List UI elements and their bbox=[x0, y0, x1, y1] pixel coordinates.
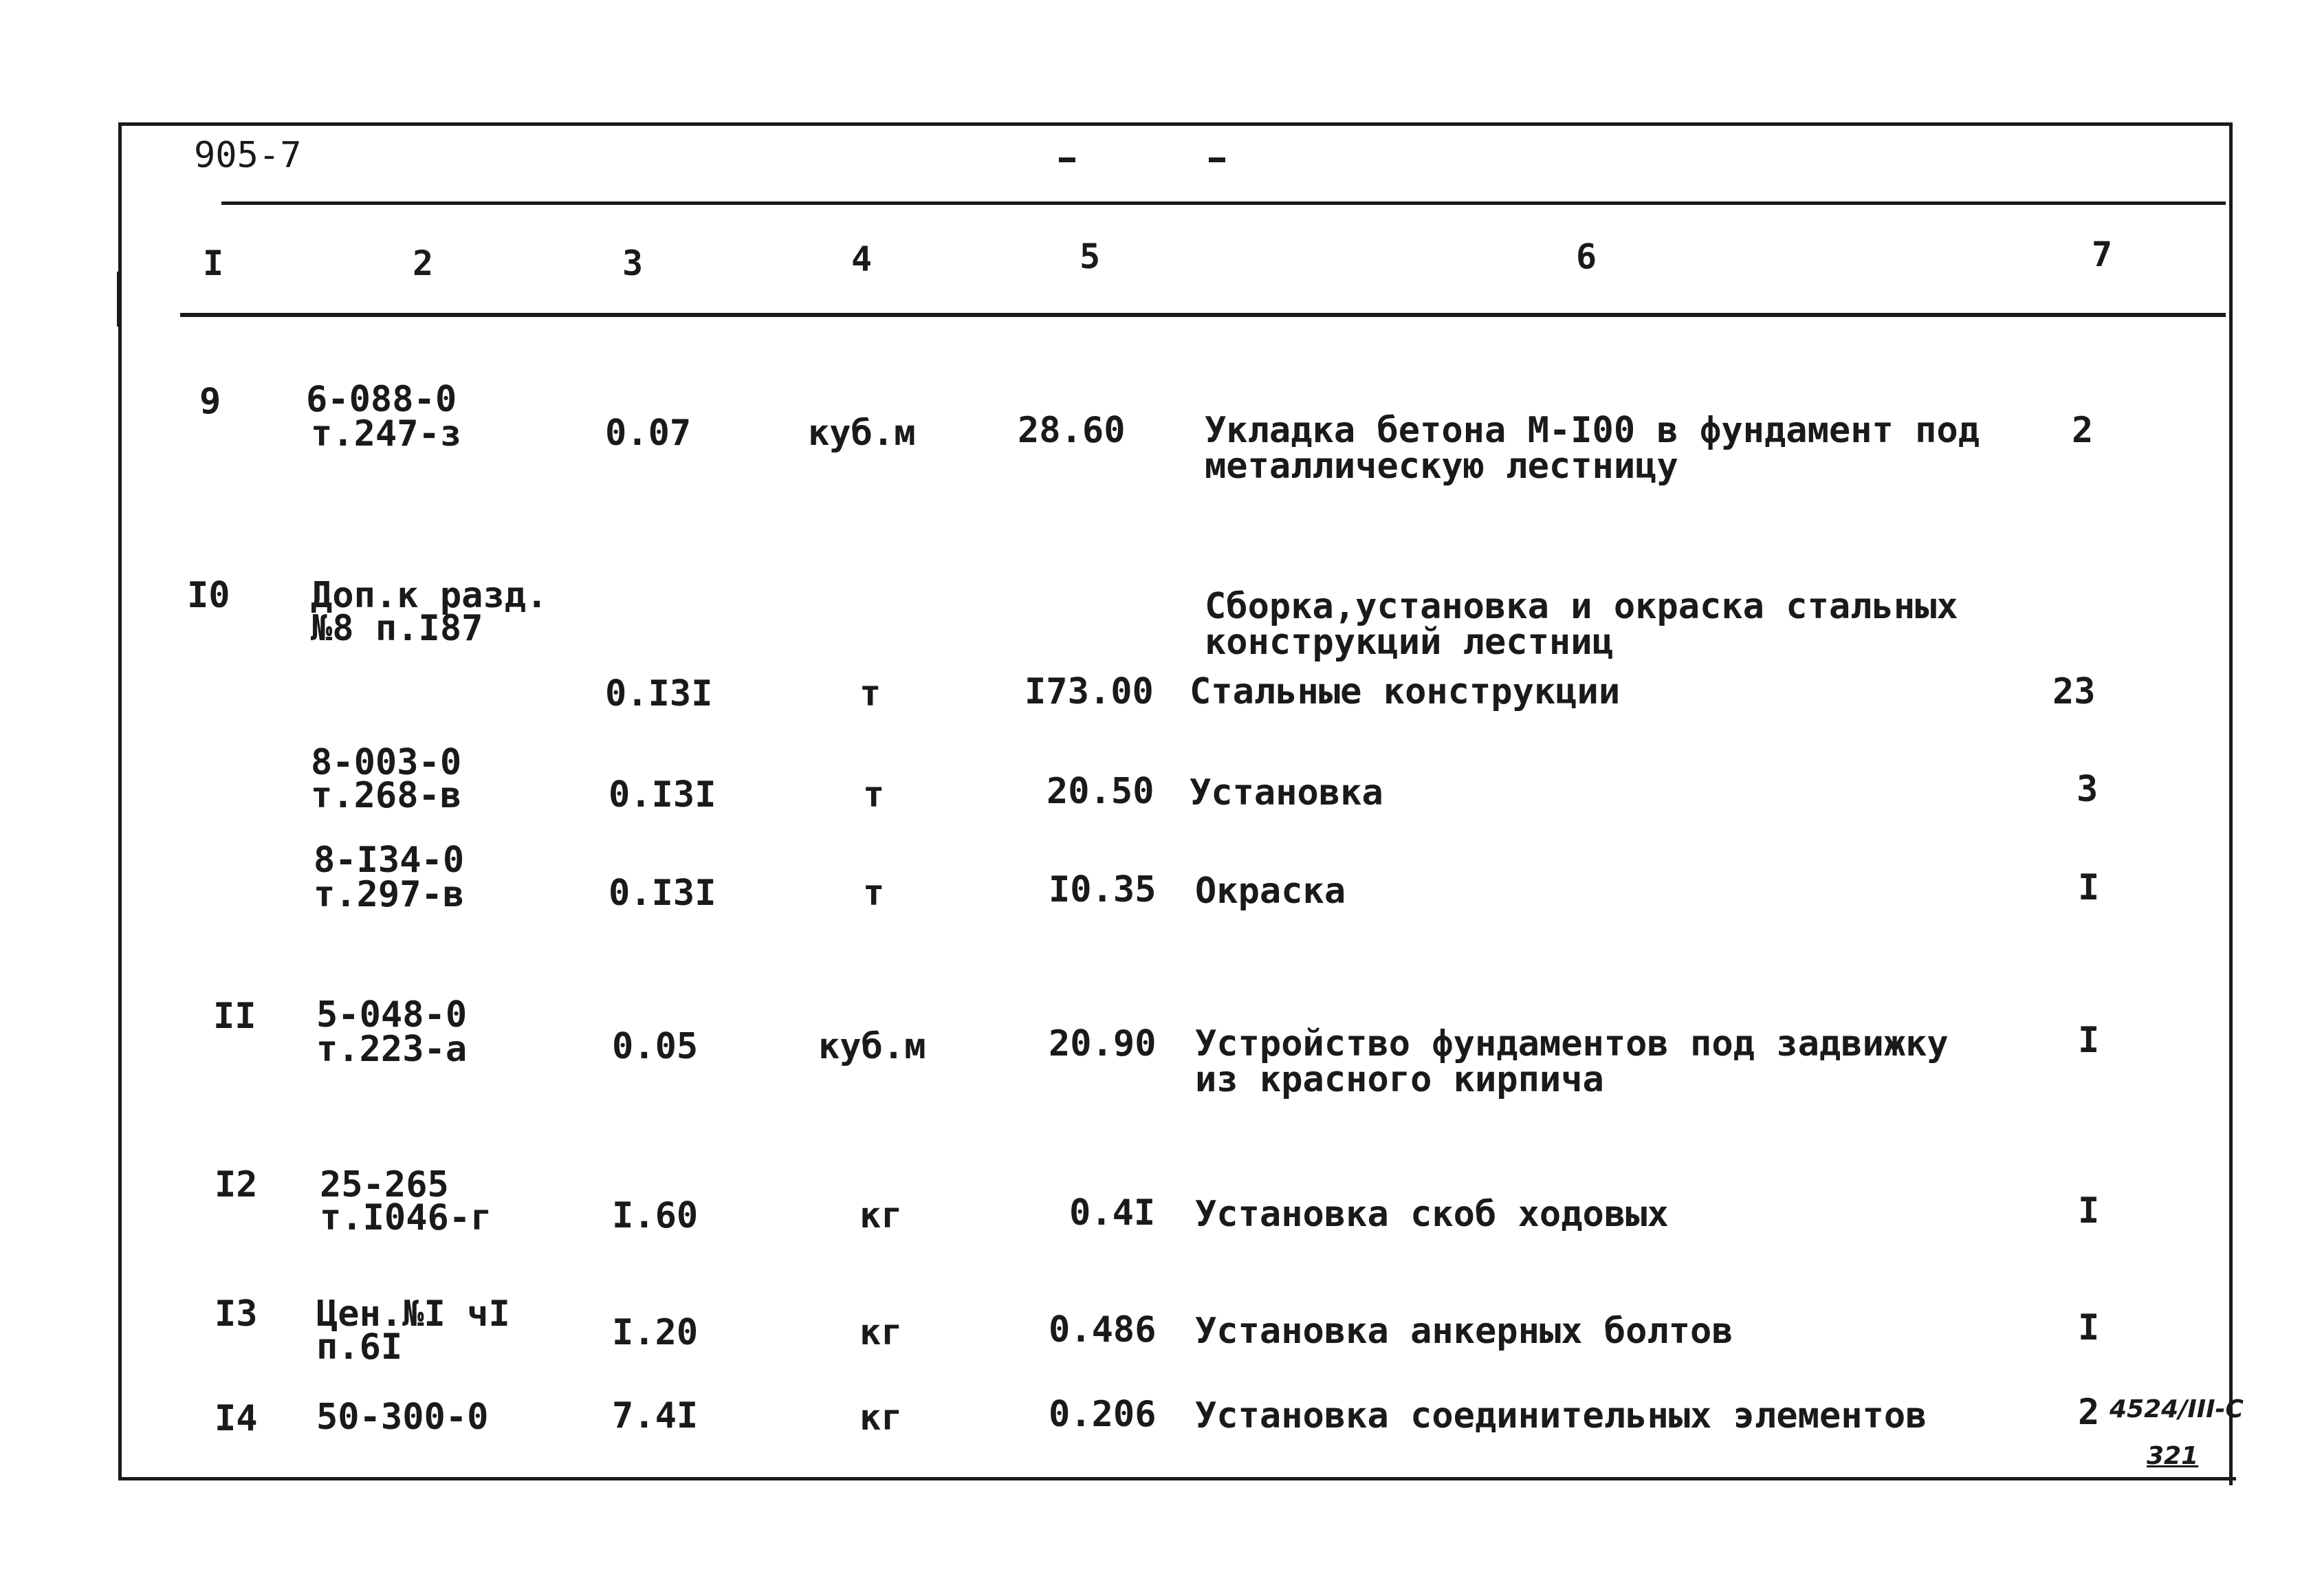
quantity: 0.07 bbox=[605, 413, 692, 454]
unit-price: I73.00 bbox=[1025, 671, 1154, 712]
item-number: I4 bbox=[215, 1398, 258, 1439]
column-header: I bbox=[203, 243, 224, 283]
rate-reference: 25-265 bbox=[320, 1164, 449, 1205]
unit-price: 0.486 bbox=[1049, 1309, 1157, 1351]
unit: т bbox=[863, 774, 885, 816]
rate-reference: т.268-в bbox=[311, 775, 462, 816]
unit: кг bbox=[859, 1312, 903, 1353]
total: I bbox=[2078, 867, 2100, 908]
unit-price: I0.35 bbox=[1049, 869, 1157, 910]
total: 2 bbox=[2078, 1392, 2100, 1433]
left-border bbox=[118, 124, 122, 1478]
total: 2 bbox=[2072, 410, 2094, 451]
description: металлическую лестницу bbox=[1205, 446, 1678, 487]
item-number: I3 bbox=[215, 1293, 258, 1335]
description: из красного кирпича bbox=[1195, 1059, 1604, 1100]
bottom-border bbox=[118, 1477, 2236, 1480]
left-margin-mark bbox=[117, 272, 120, 327]
unit: куб.м bbox=[818, 1026, 926, 1067]
description: Окраска bbox=[1195, 871, 1346, 912]
description: конструкций лестниц bbox=[1205, 622, 1614, 663]
rate-reference: п.6I bbox=[316, 1326, 403, 1368]
top-border bbox=[118, 122, 2233, 126]
quantity: 0.I3I bbox=[609, 774, 716, 816]
unit-price: 0.206 bbox=[1049, 1394, 1157, 1435]
unit: т bbox=[863, 873, 885, 914]
item-number: II bbox=[213, 996, 256, 1037]
column-header: 6 bbox=[1576, 237, 1597, 276]
rate-reference: т.247-з bbox=[311, 413, 462, 455]
quantity: 0.05 bbox=[612, 1026, 699, 1067]
unit: т bbox=[859, 673, 881, 714]
unit-price: 20.90 bbox=[1049, 1023, 1157, 1064]
item-number: 9 bbox=[199, 381, 221, 422]
rate-reference: 8-003-0 bbox=[311, 742, 462, 783]
total: I bbox=[2078, 1020, 2100, 1061]
rate-reference: №8 п.I87 bbox=[311, 608, 483, 649]
rate-reference: т.I046-г bbox=[320, 1197, 492, 1238]
item-number: I2 bbox=[215, 1164, 258, 1205]
quantity: 0.I3I bbox=[609, 873, 716, 914]
unit: куб.м bbox=[808, 413, 916, 454]
column-header: 2 bbox=[413, 243, 434, 283]
right-border bbox=[2229, 124, 2233, 1485]
total: 3 bbox=[2077, 769, 2099, 810]
rate-reference: т.223-а bbox=[316, 1029, 468, 1070]
total: 23 bbox=[2052, 671, 2096, 712]
quantity: 0.I3I bbox=[605, 673, 713, 714]
unit: кг bbox=[859, 1397, 903, 1439]
description: Установка анкерных болтов bbox=[1195, 1311, 1733, 1352]
description: Стальные конструкции bbox=[1190, 671, 1621, 712]
rate-reference: Доп.к разд. bbox=[311, 575, 548, 616]
unit-price: 0.4I bbox=[1069, 1192, 1156, 1234]
quantity: 7.4I bbox=[612, 1395, 699, 1436]
unit-price: 20.50 bbox=[1047, 771, 1154, 812]
rate-reference: 6-088-0 bbox=[306, 379, 457, 420]
description: Установка соединительных элементов bbox=[1195, 1395, 1927, 1436]
description: Установка bbox=[1190, 772, 1383, 813]
column-header: 3 bbox=[622, 243, 644, 283]
header-mark-2 bbox=[1209, 157, 1225, 162]
rate-reference: т.297-в bbox=[314, 874, 465, 915]
description: Укладка бетона М-I00 в фундамент под bbox=[1205, 410, 1980, 451]
header-top-rule bbox=[221, 201, 2226, 205]
description: Устройство фундаментов под задвижку bbox=[1195, 1023, 1949, 1064]
rate-reference: 8-I34-0 bbox=[314, 840, 465, 881]
item-number: I0 bbox=[187, 575, 230, 616]
header-mark-1 bbox=[1059, 157, 1075, 162]
total: I bbox=[2078, 1307, 2100, 1348]
header-bottom-rule bbox=[180, 313, 2226, 317]
quantity: I.60 bbox=[612, 1195, 699, 1236]
rate-reference: 5-048-0 bbox=[316, 994, 468, 1036]
rate-reference: 50-300-0 bbox=[316, 1397, 489, 1438]
description: Установка скоб ходовых bbox=[1195, 1194, 1669, 1235]
unit: кг bbox=[859, 1195, 903, 1236]
column-header: 7 bbox=[2092, 234, 2113, 274]
archive-stamp-code: 4524/III-С bbox=[2110, 1395, 2244, 1423]
description: Сборка,установка и окраска стальных bbox=[1205, 586, 1958, 627]
document-code: 905-7 bbox=[194, 135, 302, 176]
archive-stamp-page: 321 bbox=[2147, 1442, 2199, 1470]
column-header: 5 bbox=[1080, 237, 1101, 276]
unit-price: 28.60 bbox=[1018, 410, 1126, 451]
column-header: 4 bbox=[851, 239, 873, 279]
total: I bbox=[2078, 1190, 2100, 1232]
rate-reference: Цен.№I чI bbox=[316, 1293, 510, 1335]
quantity: I.20 bbox=[612, 1312, 699, 1353]
